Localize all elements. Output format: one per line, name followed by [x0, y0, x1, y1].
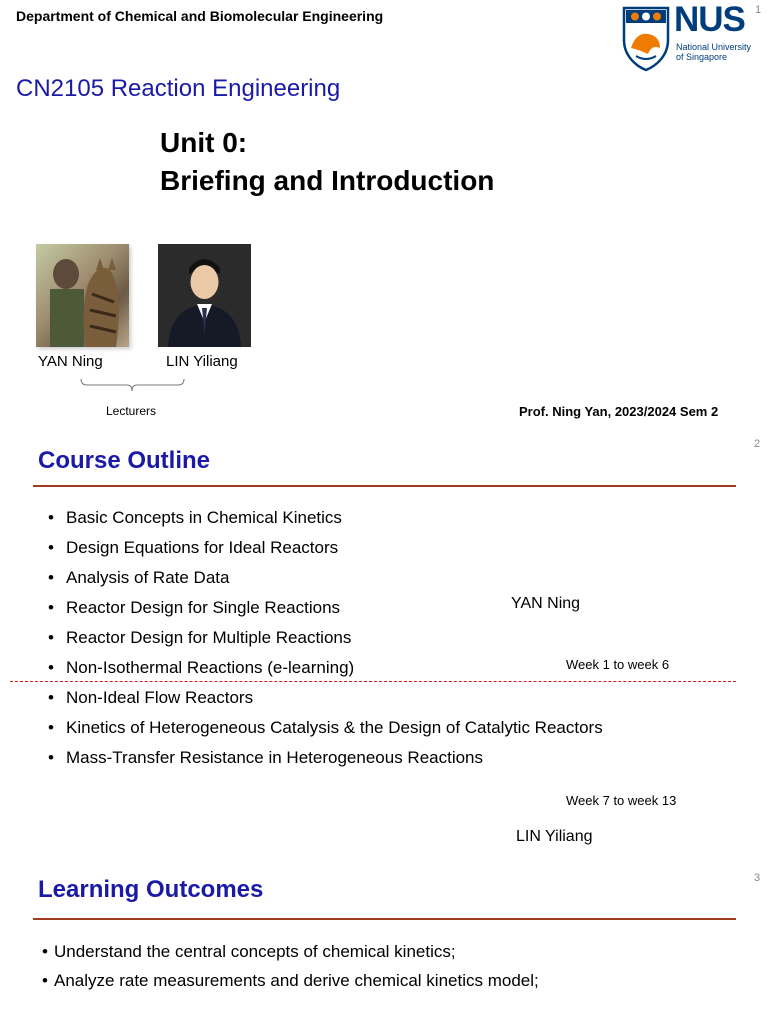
lecturer-name-yan: YAN Ning [38, 353, 103, 370]
section-divider [10, 681, 736, 682]
list-item: • Reactor Design for Single Reactions [48, 593, 603, 623]
slide-title: Course Outline [38, 447, 211, 474]
nus-logo [622, 0, 762, 72]
part1-weeks: Week 1 to week 6 [566, 657, 670, 672]
part1-lecturer: YAN Ning [511, 595, 581, 612]
page-number: 1 [755, 4, 762, 16]
list-item: • Analyze rate measurements and derive chemical kinetics model; [42, 969, 562, 992]
course-outline-list [48, 503, 603, 773]
nus-subtitle: National University of Singapore [676, 42, 752, 62]
list-item: • Reactor Design for Multiple Reactions [48, 623, 603, 653]
portrait-photo-icon [158, 244, 251, 347]
list-item: • Mass-Transfer Resistance in Heterogeneous Reactions [48, 743, 603, 773]
title-underline [33, 485, 736, 487]
slide-footer: Prof. Ning Yan, 2023/2024 Sem 2 [519, 404, 719, 419]
list-item: • Analysis of Rate Data [48, 563, 603, 593]
unit-title: Unit 0: Briefing and Introduction [160, 127, 495, 196]
department-name: Department of Chemical and Biomolecular Engineering [16, 8, 384, 24]
list-item: • Design Equations for Ideal Reactors [48, 533, 603, 563]
part2-weeks: Week 7 to week 13 [566, 793, 677, 808]
list-item: • Non-Ideal Flow Reactors [48, 683, 603, 713]
list-item: • Understand the central concepts of chemical kinetics; [42, 940, 562, 963]
lecturer-photo-lin [158, 244, 251, 347]
lecturers-label: Lecturers [106, 404, 157, 418]
list-item: • Kinetics of Heterogeneous Catalysis & the Design of Catalytic Reactors [48, 713, 603, 743]
part2-lecturer: LIN Yiliang [516, 828, 593, 845]
course-title: CN2105 Reaction Engineering [16, 75, 341, 102]
learning-outcomes-list [42, 940, 562, 998]
lecturer-photo-yan [36, 244, 129, 347]
page-number: 2 [754, 438, 761, 450]
list-item: • Basic Concepts in Chemical Kinetics [48, 503, 603, 533]
nus-wordmark: NUS [674, 0, 745, 39]
lecturer-name-lin: LIN Yiliang [166, 353, 238, 370]
page-number: 3 [754, 872, 761, 884]
slide-title: Learning Outcomes [38, 876, 264, 903]
cat-photo-icon [36, 244, 129, 347]
lecturers-brace [80, 378, 185, 392]
title-underline [33, 918, 736, 920]
nus-crest-icon [622, 6, 670, 72]
list-item: • Non-Isothermal Reactions (e-learning) [48, 653, 603, 683]
